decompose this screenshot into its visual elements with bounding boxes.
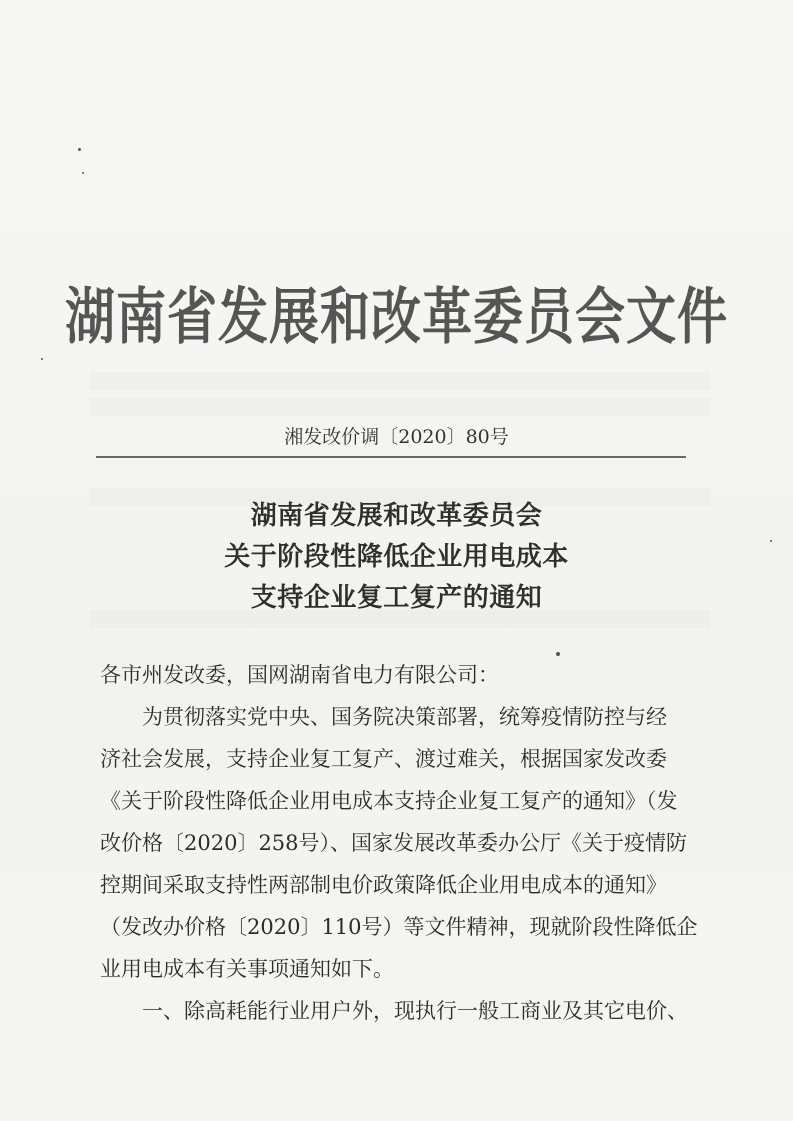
paragraph-line: 《关于阶段性降低企业用电成本支持企业复工复产的通知》（发 [100, 789, 678, 813]
scan-speck [78, 148, 81, 151]
paragraph-line: 为贯彻落实党中央、国务院决策部署，统筹疫情防控与经 [142, 705, 667, 729]
salutation: 各市州发改委，国网湖南省电力有限公司： [100, 663, 499, 687]
body-paragraph-2 [100, 990, 700, 1032]
scan-artifact [90, 398, 710, 416]
scan-artifact [90, 372, 710, 390]
notice-title-line-1: 湖南省发展和改革委员会 [250, 501, 543, 531]
paragraph-line: 业用电成本有关事项通知如下。 [100, 957, 394, 981]
paragraph-line: 一、除高耗能行业用户外，现执行一般工商业及其它电价、 [142, 999, 688, 1023]
paragraph-line: 济社会发展，支持企业复工复产、渡过难关，根据国家发改委 [100, 747, 667, 771]
body-paragraph-1 [100, 696, 700, 990]
scan-speck [41, 358, 43, 360]
paragraph-line: 控期间采取支持性两部制电价政策降低企业用电成本的通知》 [100, 873, 667, 897]
document-number: 湘发改价调〔2020〕80号 [284, 426, 509, 448]
notice-title-line-3: 支持企业复工复产的通知 [250, 583, 543, 613]
paragraph-line: 改价格〔2020〕258号）、国家发展改革委办公厅《关于疫情防 [100, 831, 688, 855]
notice-title-line-2: 关于阶段性降低企业用电成本 [224, 542, 569, 572]
scan-speck [82, 172, 84, 174]
document-header-title: 湖南省发展和改革委员会文件 [65, 280, 728, 353]
header-separator-line [96, 456, 686, 458]
paragraph-line: （发改办价格〔2020〕110号）等文件精神，现就阶段性降低企 [100, 915, 698, 939]
